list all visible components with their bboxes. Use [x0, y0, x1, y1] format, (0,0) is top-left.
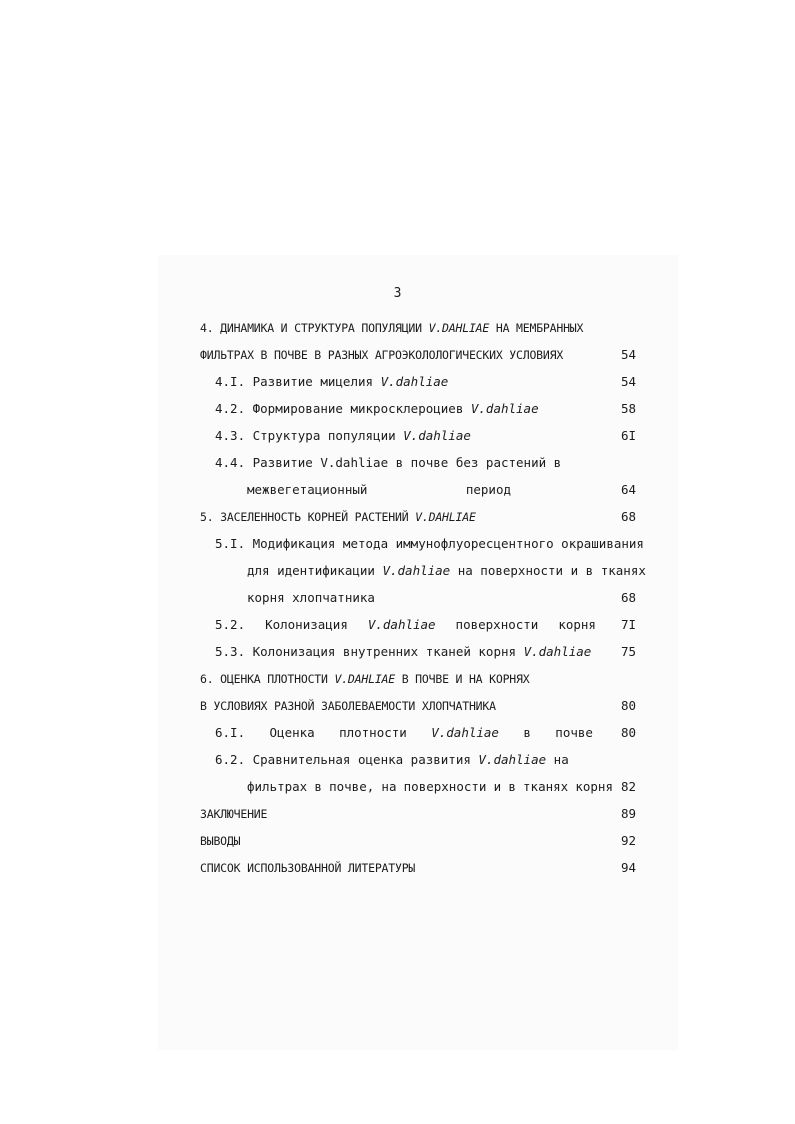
toc-page-number: 89 — [620, 806, 636, 821]
section-title-text: 4.I. Развитие мицелия — [215, 374, 381, 389]
species-name: V.DAHLIAE — [415, 510, 476, 524]
section-title-text: 6.2. Сравнительная оценка развития — [215, 752, 479, 767]
word: корня — [575, 779, 613, 794]
word: плотности — [339, 725, 407, 740]
section-title-text: для идентификации — [247, 563, 383, 578]
species-name: V.dahliae — [470, 401, 539, 416]
word: межвегетационный — [247, 482, 368, 497]
word: в — [508, 779, 516, 794]
toc-page-number: 58 — [620, 401, 636, 416]
species-name: V.dahliae — [523, 644, 592, 659]
section-title-text: на — [546, 752, 569, 767]
toc-page-number: 92 — [620, 833, 636, 848]
word: поверхности — [455, 617, 539, 632]
toc-page-number: 68 — [620, 590, 636, 605]
species-name: V.dahliae — [382, 563, 451, 578]
toc-chapter-4-title-line-1 — [200, 320, 583, 336]
toc-section-5-3 — [215, 644, 591, 660]
toc-section-6-1 — [215, 725, 593, 741]
toc-section-4-1 — [215, 374, 448, 390]
species-name: V.dahliae — [380, 374, 449, 389]
word: в — [314, 779, 322, 794]
word: почве — [555, 725, 593, 740]
toc-section-5-1-line-3: корня хлопчатника — [247, 590, 375, 605]
species-name: V.DAHLIAE — [334, 672, 395, 686]
word: и — [493, 779, 502, 794]
toc-section-5-1-line-2 — [247, 563, 646, 579]
toc-page-number: 6I — [620, 428, 636, 443]
toc-chapter-4-title-line-2: ФИЛЬТРАХ В ПОЧВЕ В РАЗНЫХ АГРОЭКОЛОЛОГИЧЕСКИХ УСЛОВИЯХ — [200, 348, 564, 362]
toc-page-number: 75 — [620, 644, 636, 659]
toc-section-5-1-line-1: 5.I. Модификация метода иммунофлуоресцентного окрашивания — [215, 536, 644, 551]
word: 5.2. — [215, 617, 246, 632]
chapter-title-text: ОЦЕНКА ПЛОТНОСТИ — [220, 672, 335, 686]
section-title-text: 5.3. Колонизация внутренних тканей корня — [215, 644, 524, 659]
toc-section-4-2 — [215, 401, 539, 417]
toc-section-4-3 — [215, 428, 471, 444]
chapter-number: 6. — [200, 672, 221, 686]
word: почве, — [329, 779, 375, 794]
chapter-title-text: В ПОЧВЕ И НА КОРНЯХ — [395, 672, 530, 686]
section-title-text: 4.2. Формирование микросклероциев — [215, 401, 471, 416]
toc-chapter-6-title-line-2: В УСЛОВИЯХ РАЗНОЙ ЗАБОЛЕВАЕМОСТИ ХЛОПЧАТНИКА — [200, 699, 496, 713]
chapter-title-text: ЗАСЕЛЕННОСТЬ КОРНЕЙ РАСТЕНИЙ — [220, 510, 416, 524]
toc-page-number: 54 — [620, 374, 636, 389]
toc-page-number: 80 — [620, 725, 636, 740]
toc-page-number: 82 — [620, 779, 636, 794]
species-name: V.dahliae — [431, 725, 499, 740]
word: на — [381, 779, 397, 794]
toc-section-6-2-line-2 — [247, 779, 613, 795]
word: корня — [558, 617, 596, 632]
word: фильтрах — [247, 779, 308, 794]
species-name: V.dahliae — [367, 617, 436, 632]
word: в — [523, 725, 531, 740]
word: тканях — [523, 779, 569, 794]
word: Оценка — [269, 725, 315, 740]
chapter-number: 5. — [200, 510, 221, 524]
toc-page-number: 94 — [620, 860, 636, 875]
species-name: V.DAHLIAE — [428, 321, 490, 335]
toc-references: СПИСОК ИСПОЛЬЗОВАННОЙ ЛИТЕРАТУРЫ — [200, 861, 416, 875]
toc-page-number: 54 — [620, 347, 636, 362]
toc-conclusion: ЗАКЛЮЧЕНИЕ — [200, 807, 268, 821]
word: поверхности — [403, 779, 487, 794]
species-name: V.dahliae — [478, 752, 547, 767]
toc-findings: ВЫВОДЫ — [200, 834, 241, 848]
word: период — [465, 482, 511, 497]
section-title-text: на поверхности и в тканях — [450, 563, 646, 578]
toc-section-4-4-line-1: 4.4. Развитие V.dahliae в почве без растений в — [215, 455, 562, 470]
species-name: V.dahliae — [403, 428, 471, 443]
toc-page-number: 68 — [620, 509, 636, 524]
toc-chapter-6-title-line-1 — [200, 671, 529, 687]
chapter-number: 4. — [200, 321, 221, 335]
toc-page-number: 7I — [620, 617, 636, 632]
chapter-title-text: ДИНАМИКА И СТРУКТУРА ПОПУЛЯЦИИ — [220, 321, 429, 335]
toc-section-5-2 — [215, 617, 596, 633]
toc-section-6-2-line-1 — [215, 752, 569, 768]
toc-chapter-5-title — [200, 509, 476, 525]
page-number: 3 — [393, 286, 402, 301]
toc-page-number: 64 — [620, 482, 636, 497]
chapter-title-text: НА МЕМБРАННЫХ — [489, 321, 584, 335]
toc-section-4-4-line-2 — [247, 482, 511, 498]
word: Колонизация — [265, 617, 348, 632]
word: 6.I. — [215, 725, 246, 740]
section-title-text: 4.3. Структура популяции — [215, 428, 404, 443]
toc-page-number: 80 — [620, 698, 636, 713]
